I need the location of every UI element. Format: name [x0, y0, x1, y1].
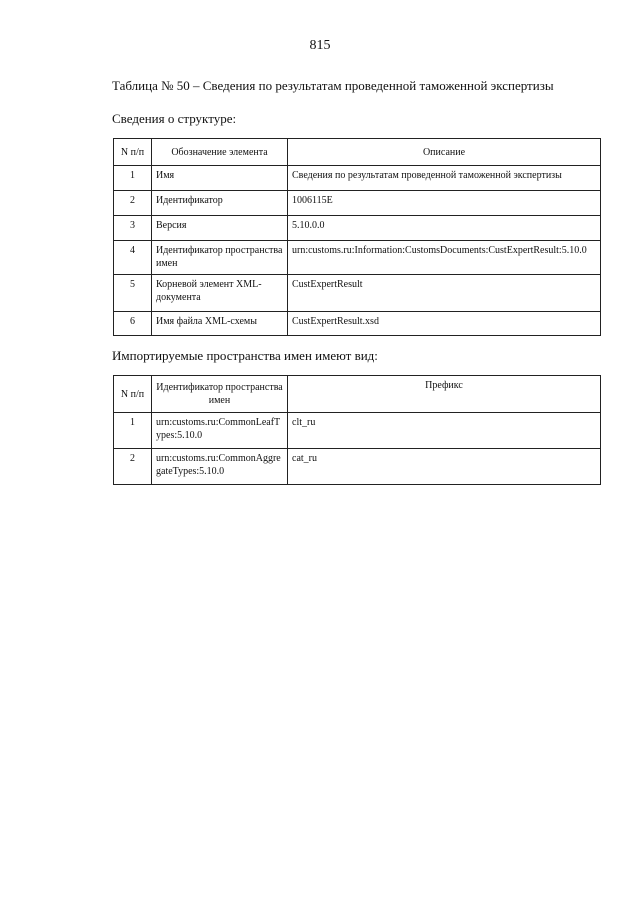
header-element: Обозначение элемента [152, 139, 288, 166]
table-row [114, 241, 601, 275]
header-prefix: Префикс [288, 376, 601, 413]
structure-heading: Сведения о структуре: [112, 111, 237, 126]
namespaces-table-header [114, 376, 601, 413]
element-name: Идентификатор пространства имен [152, 241, 288, 275]
row-number: 4 [114, 241, 152, 275]
table-row [114, 216, 601, 241]
namespaces-heading: Импортируемые пространства имен имеют вид: [112, 348, 378, 363]
header-number: N п/п [114, 139, 152, 166]
namespace-prefix: cat_ru [288, 449, 601, 485]
table-row [114, 166, 601, 191]
row-number: 1 [114, 413, 152, 449]
element-description: CustExpertResult [288, 275, 601, 312]
row-number: 6 [114, 312, 152, 336]
namespace-identifier: urn:customs.ru:CommonLeafTypes:5.10.0 [152, 413, 288, 449]
element-name: Корневой элемент XML-документа [152, 275, 288, 312]
table-row [114, 312, 601, 336]
element-name: Имя [152, 166, 288, 191]
table-title: Таблица № 50 – Сведения по результатам проведенной таможенной экспертизы [112, 78, 554, 93]
element-description: CustExpertResult.xsd [288, 312, 601, 336]
element-description: urn:customs.ru:Information:CustomsDocuments:CustExpertResult:5.10.0 [288, 241, 601, 275]
header-number: N п/п [114, 376, 152, 413]
row-number: 5 [114, 275, 152, 312]
table-row [114, 191, 601, 216]
element-name: Версия [152, 216, 288, 241]
row-number: 2 [114, 449, 152, 485]
table-row [114, 275, 601, 312]
row-number: 1 [114, 166, 152, 191]
table-row [114, 413, 601, 449]
table-row [114, 449, 601, 485]
element-description: 5.10.0.0 [288, 216, 601, 241]
page-number: 815 [309, 38, 331, 53]
element-name: Идентификатор [152, 191, 288, 216]
element-description: Сведения по результатам проведенной таможенной экспертизы [288, 166, 601, 191]
structure-table [113, 138, 601, 336]
namespace-identifier: urn:customs.ru:CommonAggregateTypes:5.10.0 [152, 449, 288, 485]
element-name: Имя файла XML-схемы [152, 312, 288, 336]
row-number: 2 [114, 191, 152, 216]
row-number: 3 [114, 216, 152, 241]
header-namespace: Идентификатор пространства имен [152, 376, 288, 413]
namespaces-table [113, 375, 601, 485]
header-description: Описание [288, 139, 601, 166]
structure-table-header [114, 139, 601, 166]
namespace-prefix: clt_ru [288, 413, 601, 449]
element-description: 1006115E [288, 191, 601, 216]
